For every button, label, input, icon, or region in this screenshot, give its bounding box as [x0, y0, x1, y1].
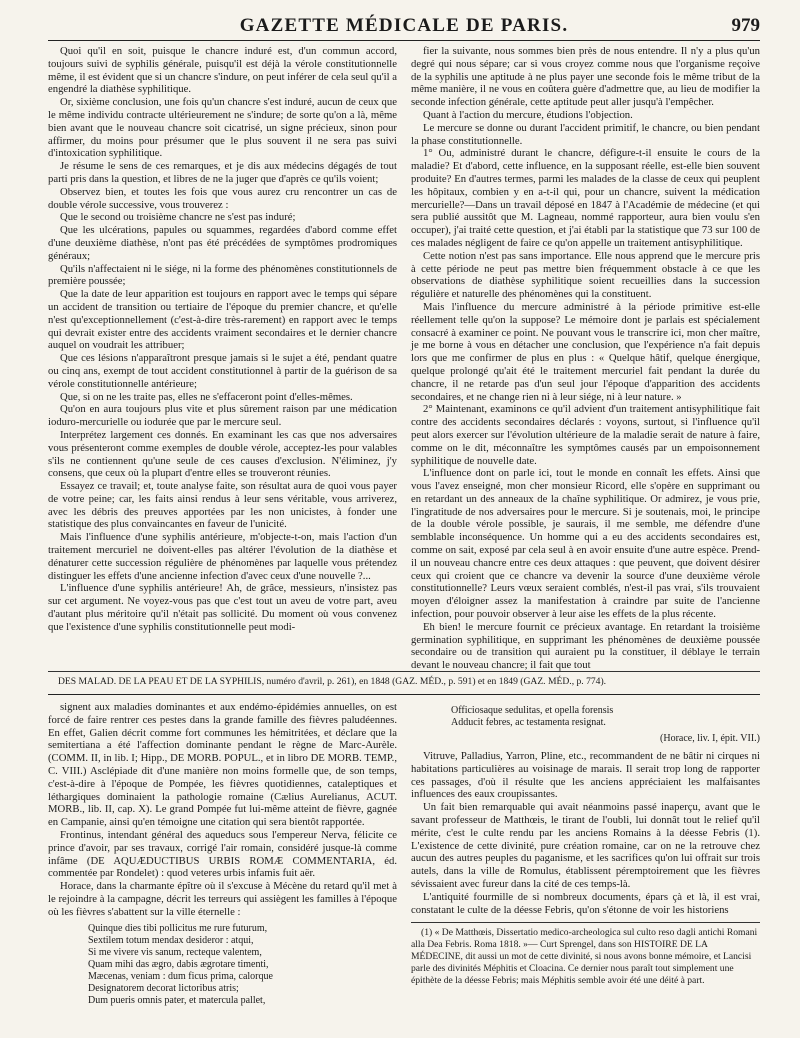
footnote-divider	[411, 922, 760, 923]
paragraph: Quoi qu'il en soit, puisque le chancre induré est, d'un commun accord, toujours suivi de syphilis générale, puisqu'il est déjà la vérole constitutionnelle même, il est évident que si un chancre s'indure, on peut inférer de cela seul qu'il a engendré la diathèse syphilitique.	[48, 45, 397, 96]
paragraph: Que ces lésions n'apparaîtront presque jamais si le sujet a été, pendant quatre ou cinq ans, exempt de tout accident constitutionnel à partir de la guérison de sa vérole constitutionnelle antérieure;	[48, 352, 397, 390]
paragraph: Qu'on en aura toujours plus vite et plus sûrement raison par une médication ioduro-mercurielle ou iodurée que par le mercure seul.	[48, 403, 397, 429]
verse-line: Designatorem decorat lictoribus atris;	[88, 982, 239, 994]
verse-line: Officiosaque sedulitas, et opella forensis	[451, 705, 614, 716]
paragraph: Interprétez largement ces donnés. En examinant les cas que nos adversaires vous présenteront comme exemples de double vérole, acceptez-les pour valables s'ils ne contiennent qu'une seule de ces causes d'exclusion. N'éliminez, j'y consens, que ceux où la plupart d'entre elles se trouveront réunies.	[48, 428, 397, 480]
paragraph: Horace, dans la charmante épître où il s'excuse à Mécène du retard qu'il met à le rejoindre à la campagne, décrit les terreurs qui assiègent les familles à l'époque où les fièvres s'abattent sur la ville éternelle :	[48, 880, 397, 918]
latin-verse-continued	[451, 705, 760, 729]
main-article-left-column	[48, 45, 397, 665]
page-header	[48, 0, 760, 41]
paragraph: Vitruve, Palladius, Yarron, Pline, etc., recommandent de ne bâtir ni cirques ni habitations particulières au voisinage de marais. Il serait trop long de rapporter ces passages, d'où il résulte que les anciens appréciaient les malfaisantes influences des eaux croupissantes.	[411, 750, 760, 801]
verse-line: Mæcenas, veniam : dum ficus prima, calorque	[88, 970, 273, 982]
paragraph: Observez bien, et toutes les fois que vous aurez cru rencontrer un cas de double vérole successive, vous trouverez :	[48, 185, 397, 211]
verse-line: Quam mihi das ægro, dabis ægrotare timenti,	[88, 958, 269, 970]
feuilleton-right-column	[411, 701, 760, 1001]
feuilleton-left-column	[48, 701, 397, 1006]
feuilleton-section	[48, 694, 760, 1006]
paragraph: Eh bien! le mercure fournit ce précieux avantage. En retardant la troisième germination syphilitique, en supprimant les phénomènes de deuxième poussée secondaire ou de transition qui auraient pu la constituer, il déblaye le terrain devant le nouveau chancre; il fait que tout	[411, 620, 760, 672]
paragraph: L'influence d'une syphilis antérieure! Ah, de grâce, messieurs, n'insistez pas sur cet argument. Ne voyez-vous pas que c'est tout un aveu de votre part, aveu d'autant plus méritoire qu'il n'était pas sollicité. Du moment où vous convenez que l'existence d'une syphilis constitutionnelle peut modi-	[48, 582, 397, 633]
paragraph: Le mercure se donne ou durant l'accident primitif, le chancre, ou bien pendant la phase constitutionnelle.	[411, 121, 760, 147]
paragraph: Que les ulcérations, papules ou squammes, regardées d'abord comme effet d'une deuxième diathèse, n'ont pas été précédées de symptômes prodromiques généraux;	[48, 224, 397, 262]
paragraph: Mais l'influence du mercure administré à la période primitive est-elle réellement telle qu'on la suppose? Le mémoire dont je parlais est spécialement consacré à examiner ce point. Ne pouvant vous le transcrire ici, mon cher maître, je me borne à vous en détacher une conclusion, que l'expérience n'a fait depuis lors que me confirmer de plus en plus : « Quelque hâtif, quelque énergique, quelque prolongé qu'ait été le traitement mercuriel fait pendant la durée du chancre, il ne retarde pas d'un seul jour l'époque d'apparition des accidents secondaires, et ne change rien ni à leur siége, ni à leur nature. »	[411, 300, 760, 403]
latin-verse	[88, 923, 397, 1007]
paragraph: Essayez ce travail; et, toute analyse faite, son résultat aura de quoi vous payer de votre peine; car, les faits ainsi rendus à leur sens véritable, vous arriverez, avec les débris des preuves apportées par les non unicistes, à fonder une statistique des plus convaincantes en faveur de l'unicité.	[48, 480, 397, 531]
paragraph: Que le second ou troisième chancre ne s'est pas induré;	[60, 211, 296, 224]
paragraph: Mais l'influence d'une syphilis antérieure, m'objecte-t-on, mais l'action d'un traitement mercuriel ne doivent-elles pas altérer l'évolution de la diathèse et dénaturer cette succession régulière de phénomènes par laquelle vous prétendez distinguer les effets d'une ancienne infection d'avec ceux d'une nouvelle ?...	[48, 531, 397, 582]
paragraph: L'influence dont on parle ici, tout le monde en connaît les effets. Ainsi que vous l'avez enseigné, mon cher monsieur Ricord, elle s'opère en supprimant ou en retardant un des anneaux de la chaîne syphilitique. Or admirez, je vous prie, l'ingratitude de nos adversaires pour le mercure. Si je soutenais, moi, le principe de la double vérole possible, je saurais, il me semble, me défendre d'une semblable inconséquence. Un homme qui a eu des accidents secondaires est, comme on sait, exposé par cela seul à en avoir ensuite d'une autre espèce. Prend-il un nouveau chancre entre ces deux attaques : que peuvent, que doivent désirer ceux qui croient que ce chancre va devenir la source d'une deuxième vérole constitutionnelle? Leurs vœux seraient comblés, n'est-il pas vrai, s'ils trouvaient moyen d'éloigner assez la manifestation à craindre par suite de l'ancienne infection, pour pouvoir observer à leur aise les effets de la plus récente.	[411, 467, 760, 621]
verse-line: Dum pueris omnis pater, et matercula pallet,	[88, 994, 266, 1006]
paragraph: Un fait bien remarquable qui avait néanmoins passé inaperçu, avant que le savant professeur de Matthœis, le tirant de l'oubli, lui donnât tout le relief qu'il mérite, c'est le culte rendu par les anciens Romains à la déesse Febris (1). L'existence de cette divinité, pure création romaine, car on ne la retrouve chez aucun des autres peuples du paganisme, et les sacrifices qu'on lui offrait sur trois autels, dans la ville de Romulus, établissent péremptoirement que les fièvres sévissaient avec fureur dans la cité de ces temps-là.	[411, 801, 760, 890]
verse-line: Sextilem totum mendax desideror : atqui,	[88, 934, 254, 946]
verse-line: Adducit febres, ac testamenta resignat.	[451, 717, 606, 728]
paragraph: 2° Maintenant, examinons ce qu'il advient d'un traitement antisyphilitique fait contre des accidents secondaires déclarés : voyons, surtout, si l'influence qu'il peut alors exercer sur l'évolution ultérieure de la maladie serait de nature à faire, comme on le dit, méconnaître les symptômes causés par un empoisonnement syphilitique de nouvelle date.	[411, 403, 760, 467]
paragraph: Quant à l'action du mercure, étudions l'objection.	[423, 108, 633, 121]
paragraph: Je résume le sens de ces remarques, et je dis aux médecins dégagés de tout parti pris dans la question, et libres de ne la juger que d'après ce qu'ils voient;	[48, 160, 397, 185]
paragraph: signent aux maladies dominantes et aux endémo-épidémies annuelles, on est forcé de faire rentrer ces pestes dans la grande famille des fièvres paludéennes. En effet, Galien décrit comme fort communes les hémitritées, et déclare que la semitertiana a été l'affection dominante pendant le règne de Marc-Aurèle. (COMM. II, in lib. I; Hipp., DE MORB. POPUL., et in libro DE MORB. TEMP., C. VIII.) Asclépiade dit d'une manière non moins formelle que, de son temps, c'est-à-dire à l'époque de Pompée, les fièvres quotidiennes, cataleptiques et léthargiques dominaient la pathologie romaine (Cælius Aurelianus, ACUT. MORB., lib. II, cap. X). Le grand Pompée fut lui-même atteint de fièvre, gagnée en Campanie, ainsi qu'en témoigne une citation qui sera bientôt rapportée.	[48, 701, 397, 829]
journal-title: GAZETTE MÉDICALE DE PARIS.	[239, 15, 569, 36]
paragraph: Qu'ils n'affectaient ni le siége, ni la forme des phénomènes constitutionnels de première poussée;	[48, 262, 397, 288]
paragraph: Or, sixième conclusion, une fois qu'un chancre s'est induré, aucun de ceux que le même individu contracte ultérieurement ne s'indure; de sorte qu'on a là, même bien avant que le nouveau chancre soit cicatrisé, un signe précieux, sinon pour affirmer, du moins pour présumer que le plus souvent il ne sera pas suivi d'intoxication syphilitique.	[48, 96, 397, 160]
feuilleton-footnote: (1) « De Matthœis, Dissertatio medico-archeologica sul culto reso dagli antichi Romani alla Dea Febris. Roma 1818. »— Curt Sprengel, dans son HISTOIRE DE LA MÉDECINE, dit aussi un mot de cette divinité, si nous avons bonne mémoire, et Lancisi parle des divinités Méphitis et Cloacina. Ce dernier nous paraît tout simplement une épithète de la déesse Febris; mais Méphitis semble avoir été une déité à part.	[411, 927, 758, 987]
verse-line: Si me vivere vis sanum, recteque valentem,	[88, 946, 262, 958]
main-article-right-column	[411, 45, 760, 672]
paragraph: Que, si on ne les traite pas, elles ne s'effaceront point d'elles-mêmes.	[60, 390, 353, 403]
verse-line: Quinque dies tibi pollicitus me rure futurum,	[88, 922, 268, 934]
paragraph: fier la suivante, nous sommes bien près de nous entendre. Il n'y a plus qu'un degré qui nous sépare; car si vous croyez comme nous que l'organisme reçoive de la syphilis une aptitude à ne plus payer une seconde fois le même tribut de la même manière, il ne vous en coûtera guère d'admettre que, au lieu de modifier la seconde infection générale, cette aptitude peut aller jusqu'à l'empêcher.	[411, 45, 760, 109]
paragraph: Cette notion n'est pas sans importance. Elle nous apprend que le mercure pris à cette période ne peut pas mettre bien fréquemment obstacle à ce que les observations de diathèse syphilitique soient recueillies dans la succession régulière et naturelle des phénomènes qui la constituent.	[411, 249, 760, 301]
paragraph: Que la date de leur apparition est toujours en rapport avec le temps qui sépare un accident de transition ou tertiaire de l'époque du premier chancre, et qu'elle n'est qu'exceptionnellement (c'est-à-dire très-rarement) en rapport avec le temps qui devrait exister entre des accidents vraiment secondaires et le dernier chancre auquel on voudrait les attribuer;	[48, 288, 397, 352]
paragraph: 1° Ou, administré durant le chancre, défigure-t-il ensuite le cours de la maladie? Et d'abord, cette influence, en la supposant réelle, est-elle bien souvent produite? En d'autres termes, parmi les malades de la classe de ceux qui peuplent les hôpitaux, combien y en a-t-il qui, pour un chancre, suivent la médication mercurielle?—Dans un travail déposé en 1847 à l'Académie de médecine (et qui sera publié aussitôt que M. Lagneau, nommé rapporteur, aura bien voulu s'en occuper), j'ai traité cette question, et j'ai établi par la statistique que 73 sur 100 de ces malades négligent de faire ce qu'on appelle un traitement antisyphilitique.	[411, 147, 760, 249]
paragraph: L'antiquité fourmille de si nombreux documents, épars çà et là, il est vrai, constatant le culte de la déesse Febris, qu'on s'étonne de voir les historiens	[411, 890, 760, 916]
page-number: 979	[731, 15, 760, 36]
paragraph: Frontinus, intendant général des aqueducs sous l'empereur Nerva, félicite ce prince d'avoir, par ses travaux, corrigé l'air romain, considéré jusque-là comme infâme (DE AQUÆDUCTIBUS URBIS ROMÆ COMMENTARIA, éd. commentée par Rondelet) : quod veteres urbis infamis fuit aër.	[48, 828, 397, 880]
main-article	[48, 45, 760, 672]
verse-citation: (Horace, liv. I, épit. VII.)	[660, 733, 760, 744]
main-article-footnote: DES MALAD. DE LA PEAU ET DE LA SYPHILIS, numéro d'avril, p. 261), en 1848 (GAZ. MÉD., p. 591) et en 1849 (GAZ. MÉD., p. 774).	[58, 676, 607, 687]
